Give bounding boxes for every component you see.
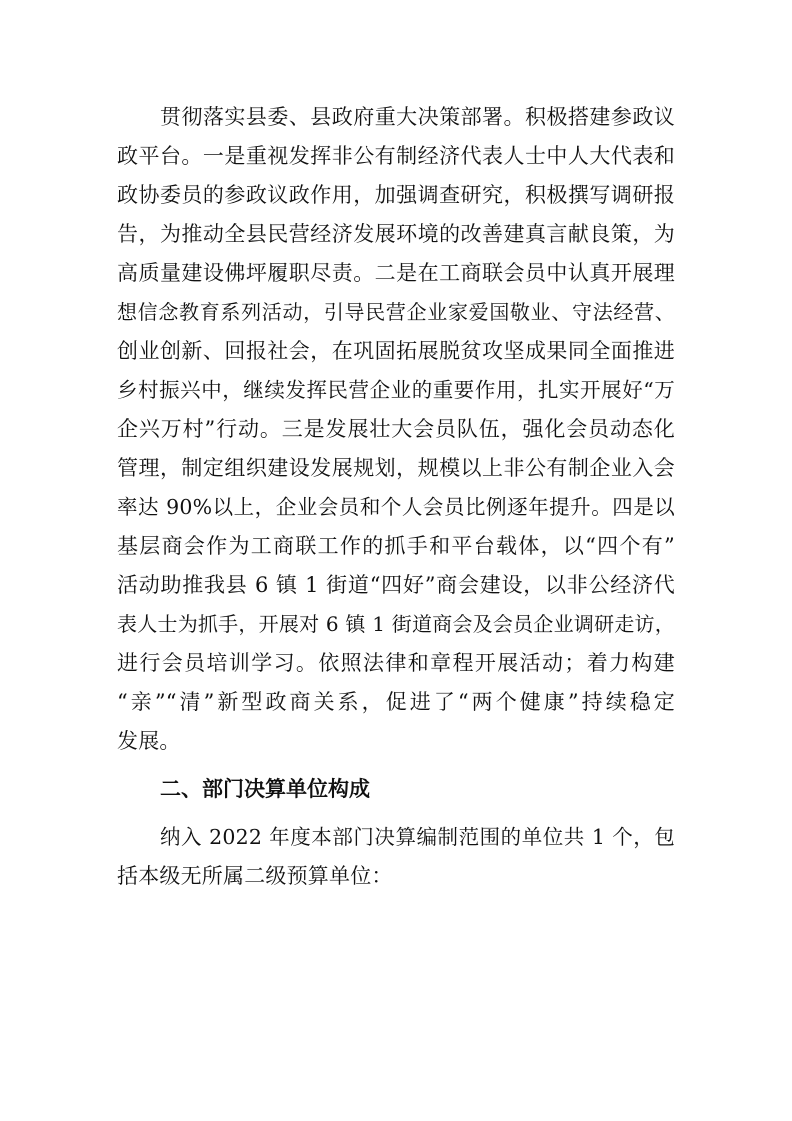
paragraph-line: 政平台。一是重视发挥非公有制经济代表人士中人大代表和 — [117, 144, 675, 168]
paragraph-line: 进行会员培训学习。依照法律和章程开展活动；着力构建 — [117, 651, 675, 675]
paragraph-line: “亲”“清”新型政商关系，促进了“两个健康”持续稳定 — [117, 690, 675, 714]
paragraph-line: 企兴万村”行动。三是发展壮大会员队伍，强化会员动态化 — [117, 417, 675, 441]
section-heading: 二、部门决算单位构成 — [160, 777, 370, 801]
paragraph-line: 管理，制定组织建设发展规划，规模以上非公有制企业入会 — [117, 456, 675, 480]
paragraph-line: 贯彻落实县委、县政府重大决策部署。积极搭建参政议 — [160, 105, 675, 129]
paragraph-line: 括本级无所属二级预算单位： — [117, 864, 393, 888]
paragraph-line: 率达 90%以上，企业会员和个人会员比例逐年提升。四是以 — [117, 495, 675, 519]
paragraph-line: 想信念教育系列活动，引导民营企业家爱国敬业、守法经营、 — [117, 300, 675, 324]
paragraph-line: 乡村振兴中，继续发挥民营企业的重要作用，扎实开展好“万 — [117, 378, 675, 402]
paragraph-line: 表人士为抓手，开展对 6 镇 1 街道商会及会员企业调研走访， — [117, 612, 675, 636]
paragraph-line: 创业创新、回报社会，在巩固拓展脱贫攻坚成果同全面推进 — [117, 339, 675, 363]
paragraph-line: 纳入 2022 年度本部门决算编制范围的单位共 1 个，包 — [160, 825, 675, 849]
paragraph-line: 高质量建设佛坪履职尽责。二是在工商联会员中认真开展理 — [117, 261, 675, 285]
paragraph-line: 政协委员的参政议政作用，加强调查研究，积极撰写调研报 — [117, 183, 675, 207]
paragraph-line: 告，为推动全县民营经济发展环境的改善建真言献良策，为 — [117, 222, 675, 246]
paragraph-line: 活动助推我县 6 镇 1 街道“四好”商会建设，以非公经济代 — [117, 573, 675, 597]
paragraph-line: 基层商会作为工商联工作的抓手和平台载体，以“四个有” — [117, 534, 675, 558]
paragraph-line: 发展。 — [117, 729, 181, 753]
